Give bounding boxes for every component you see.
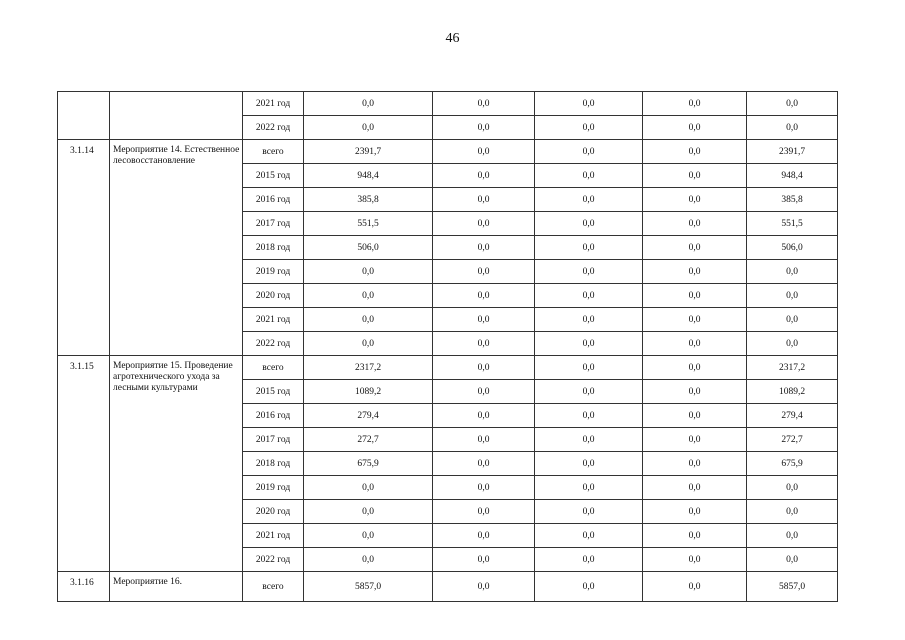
period-cell: 2019 год	[243, 476, 304, 500]
period-cell: 2022 год	[243, 116, 304, 140]
value-cell: 0,0	[747, 92, 838, 116]
value-cell: 0,0	[433, 404, 535, 428]
value-cell: 0,0	[433, 428, 535, 452]
period-cell: 2022 год	[243, 548, 304, 572]
value-cell: 675,9	[747, 452, 838, 476]
measure-code-cell: 3.1.15	[58, 356, 110, 572]
period-cell: 2021 год	[243, 524, 304, 548]
value-cell: 0,0	[643, 260, 747, 284]
total-cell: 0,0	[304, 332, 433, 356]
table-body	[58, 92, 838, 602]
value-cell: 0,0	[535, 548, 643, 572]
value-cell: 0,0	[643, 380, 747, 404]
value-cell: 506,0	[747, 236, 838, 260]
period-cell: 2016 год	[243, 188, 304, 212]
value-cell: 0,0	[433, 236, 535, 260]
period-cell: 2019 год	[243, 260, 304, 284]
value-cell: 0,0	[535, 524, 643, 548]
value-cell: 0,0	[643, 92, 747, 116]
table-row	[58, 140, 838, 164]
total-cell: 0,0	[304, 548, 433, 572]
period-cell: 2017 год	[243, 212, 304, 236]
period-cell: 2021 год	[243, 308, 304, 332]
value-cell: 0,0	[535, 260, 643, 284]
value-cell: 0,0	[535, 428, 643, 452]
table-row	[58, 356, 838, 380]
value-cell: 0,0	[535, 164, 643, 188]
value-cell: 0,0	[643, 140, 747, 164]
value-cell: 0,0	[433, 308, 535, 332]
measure-code-cell: 3.1.14	[58, 140, 110, 356]
value-cell: 1089,2	[747, 380, 838, 404]
value-cell: 0,0	[643, 428, 747, 452]
table-row	[58, 572, 838, 602]
value-cell: 0,0	[535, 404, 643, 428]
value-cell: 0,0	[643, 164, 747, 188]
value-cell: 0,0	[433, 500, 535, 524]
total-cell: 0,0	[304, 92, 433, 116]
value-cell: 0,0	[535, 572, 643, 602]
measure-code-cell: 3.1.16	[58, 572, 110, 602]
value-cell: 0,0	[747, 284, 838, 308]
measure-name-cell: Мероприятие 15. Проведение агротехнического ухода за лесными культурами	[110, 356, 243, 572]
value-cell: 0,0	[643, 548, 747, 572]
page-number: 46	[445, 31, 460, 46]
value-cell: 0,0	[643, 332, 747, 356]
value-cell: 0,0	[643, 476, 747, 500]
value-cell: 0,0	[747, 500, 838, 524]
period-cell: всего	[243, 140, 304, 164]
period-cell: всего	[243, 356, 304, 380]
total-cell: 5857,0	[304, 572, 433, 602]
value-cell: 0,0	[747, 116, 838, 140]
measure-name-cell	[110, 92, 243, 140]
total-cell: 948,4	[304, 164, 433, 188]
total-cell: 0,0	[304, 500, 433, 524]
table-row	[58, 92, 838, 116]
total-cell: 0,0	[304, 116, 433, 140]
measure-name-cell: Мероприятие 14. Естественное лесовосстановление	[110, 140, 243, 356]
value-cell: 0,0	[535, 116, 643, 140]
value-cell: 0,0	[535, 284, 643, 308]
value-cell: 279,4	[747, 404, 838, 428]
value-cell: 0,0	[747, 548, 838, 572]
value-cell: 948,4	[747, 164, 838, 188]
value-cell: 0,0	[433, 380, 535, 404]
value-cell: 0,0	[433, 356, 535, 380]
period-cell: 2021 год	[243, 92, 304, 116]
period-cell: 2016 год	[243, 404, 304, 428]
value-cell: 0,0	[535, 140, 643, 164]
value-cell: 0,0	[535, 476, 643, 500]
value-cell: 5857,0	[747, 572, 838, 602]
period-cell: 2018 год	[243, 452, 304, 476]
value-cell: 551,5	[747, 212, 838, 236]
total-cell: 279,4	[304, 404, 433, 428]
value-cell: 2317,2	[747, 356, 838, 380]
value-cell: 0,0	[643, 212, 747, 236]
value-cell: 0,0	[433, 524, 535, 548]
value-cell: 0,0	[433, 212, 535, 236]
period-cell: 2015 год	[243, 380, 304, 404]
value-cell: 0,0	[433, 572, 535, 602]
value-cell: 0,0	[643, 188, 747, 212]
measure-name-cell: Мероприятие 16.	[110, 572, 243, 602]
total-cell: 0,0	[304, 260, 433, 284]
value-cell: 0,0	[433, 116, 535, 140]
period-cell: 2018 год	[243, 236, 304, 260]
value-cell: 0,0	[535, 92, 643, 116]
total-cell: 0,0	[304, 476, 433, 500]
value-cell: 0,0	[643, 116, 747, 140]
period-cell: 2022 год	[243, 332, 304, 356]
total-cell: 506,0	[304, 236, 433, 260]
value-cell: 0,0	[643, 356, 747, 380]
period-cell: 2017 год	[243, 428, 304, 452]
value-cell: 0,0	[747, 260, 838, 284]
value-cell: 0,0	[643, 236, 747, 260]
measure-code-cell	[58, 92, 110, 140]
total-cell: 0,0	[304, 524, 433, 548]
value-cell: 0,0	[643, 524, 747, 548]
value-cell: 0,0	[747, 332, 838, 356]
value-cell: 0,0	[535, 212, 643, 236]
value-cell: 0,0	[433, 284, 535, 308]
value-cell: 0,0	[643, 284, 747, 308]
period-cell: 2015 год	[243, 164, 304, 188]
total-cell: 0,0	[304, 308, 433, 332]
total-cell: 2391,7	[304, 140, 433, 164]
value-cell: 0,0	[747, 476, 838, 500]
period-cell: 2020 год	[243, 284, 304, 308]
value-cell: 0,0	[535, 452, 643, 476]
value-cell: 2391,7	[747, 140, 838, 164]
value-cell: 0,0	[535, 356, 643, 380]
value-cell: 0,0	[433, 92, 535, 116]
period-cell: всего	[243, 572, 304, 602]
value-cell: 0,0	[535, 188, 643, 212]
total-cell: 272,7	[304, 428, 433, 452]
total-cell: 385,8	[304, 188, 433, 212]
value-cell: 0,0	[747, 524, 838, 548]
value-cell: 385,8	[747, 188, 838, 212]
value-cell: 0,0	[535, 308, 643, 332]
value-cell: 0,0	[643, 452, 747, 476]
value-cell: 0,0	[433, 260, 535, 284]
value-cell: 0,0	[433, 548, 535, 572]
total-cell: 551,5	[304, 212, 433, 236]
value-cell: 272,7	[747, 428, 838, 452]
total-cell: 2317,2	[304, 356, 433, 380]
value-cell: 0,0	[433, 140, 535, 164]
total-cell: 0,0	[304, 284, 433, 308]
value-cell: 0,0	[535, 380, 643, 404]
value-cell: 0,0	[433, 452, 535, 476]
total-cell: 675,9	[304, 452, 433, 476]
value-cell: 0,0	[643, 572, 747, 602]
value-cell: 0,0	[433, 332, 535, 356]
value-cell: 0,0	[433, 188, 535, 212]
value-cell: 0,0	[535, 236, 643, 260]
period-cell: 2020 год	[243, 500, 304, 524]
value-cell: 0,0	[535, 332, 643, 356]
value-cell: 0,0	[535, 500, 643, 524]
value-cell: 0,0	[643, 500, 747, 524]
funding-table	[57, 91, 838, 602]
value-cell: 0,0	[433, 476, 535, 500]
total-cell: 1089,2	[304, 380, 433, 404]
value-cell: 0,0	[747, 308, 838, 332]
value-cell: 0,0	[643, 308, 747, 332]
value-cell: 0,0	[433, 164, 535, 188]
value-cell: 0,0	[643, 404, 747, 428]
